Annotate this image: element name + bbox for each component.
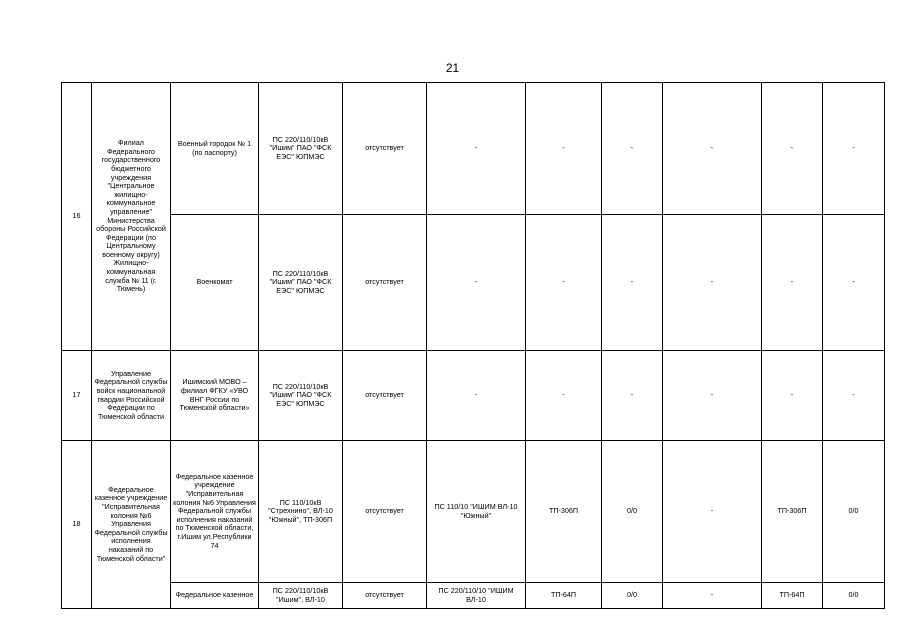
value-cell: - [526, 215, 602, 351]
value-cell: - [823, 83, 885, 215]
status-cell: отсутствует [343, 441, 427, 583]
value-cell: - [663, 441, 762, 583]
value-cell: - [602, 83, 663, 215]
table-row [62, 583, 885, 609]
page-number: 21 [445, 61, 460, 75]
value-cell: - [526, 83, 602, 215]
value-cell: - [526, 351, 602, 441]
value-cell: - [762, 215, 823, 351]
value-cell: - [663, 351, 762, 441]
value-cell: ТП-306П [526, 441, 602, 583]
value-cell: ПС 110/10 "ИШИМ ВЛ-10 "Южный" [427, 441, 526, 583]
value-cell: - [427, 83, 526, 215]
object-cell: Военный городок № 1 (по паспорту) [171, 83, 259, 215]
organization-cell: Филиал Федерального государственного бюджетного учреждения "Центральное жилищно-коммунальное управление" Министерства обороны Российской Федерации (по Центральному военному округу) Жилищно-коммунальная служба № 11 (г. Тюмень) [92, 83, 171, 351]
table-row [62, 351, 885, 441]
value-cell: - [823, 351, 885, 441]
table-row [62, 215, 885, 351]
value-cell: - [762, 351, 823, 441]
substation-cell: ПС 110/10кВ "Стрехнино", ВЛ-10 "Южный", ТП-306П [259, 441, 343, 583]
value-cell: - [823, 215, 885, 351]
substation-cell: ПС 220/110/10кВ "Ишим" ПАО "ФСК ЕЭС" ЮПМЭС [259, 215, 343, 351]
row-number-cell: 17 [62, 351, 92, 441]
object-cell: Федеральное казенное [171, 583, 259, 609]
row-number-cell: 18 [62, 441, 92, 609]
value-cell: - [427, 351, 526, 441]
row-number-cell: 16 [62, 83, 92, 351]
value-cell: - [663, 83, 762, 215]
table-row [62, 441, 885, 583]
value-cell: 0/0 [602, 441, 663, 583]
value-cell: 0/0 [823, 583, 885, 609]
value-cell: - [602, 351, 663, 441]
status-cell: отсутствует [343, 215, 427, 351]
value-cell: 0/0 [602, 583, 663, 609]
organization-cell: Федеральное казенное учреждение "Исправительная колония №6 Управления Федеральной службы исполнения наказаний по Тюменской области" [92, 441, 171, 609]
status-cell: отсутствует [343, 583, 427, 609]
value-cell: 0/0 [823, 441, 885, 583]
value-cell: - [663, 215, 762, 351]
value-cell: ТП-64П [526, 583, 602, 609]
object-cell: Военкомат [171, 215, 259, 351]
report-table [61, 82, 885, 609]
substation-cell: ПС 220/110/10кВ "Ишим", ВЛ-10 [259, 583, 343, 609]
table-row [62, 83, 885, 215]
value-cell: ПС 220/110/10 "ИШИМ ВЛ-10 [427, 583, 526, 609]
value-cell: - [427, 215, 526, 351]
value-cell: ТП-64П [762, 583, 823, 609]
value-cell: - [663, 583, 762, 609]
value-cell: - [762, 83, 823, 215]
value-cell: ТП-306П [762, 441, 823, 583]
object-cell: Федеральное казенное учреждение "Исправительная колония №6 Управления Федеральной службы исполнения наказаний по Тюменской области, г.Ишим ул.Республики 74 [171, 441, 259, 583]
substation-cell: ПС 220/110/10кВ "Ишим" ПАО "ФСК ЕЭС" ЮПМЭС [259, 351, 343, 441]
substation-cell: ПС 220/110/10кВ "Ишим" ПАО "ФСК ЕЭС" ЮПМЭС [259, 83, 343, 215]
status-cell: отсутствует [343, 83, 427, 215]
value-cell: - [602, 215, 663, 351]
object-cell: Ишимский МОВО – филиал ФГКУ «УВО ВНГ России по Тюменской области» [171, 351, 259, 441]
status-cell: отсутствует [343, 351, 427, 441]
organization-cell: Управление Федеральной службы войск национальной гвардии Российской Федерации по Тюменской области [92, 351, 171, 441]
